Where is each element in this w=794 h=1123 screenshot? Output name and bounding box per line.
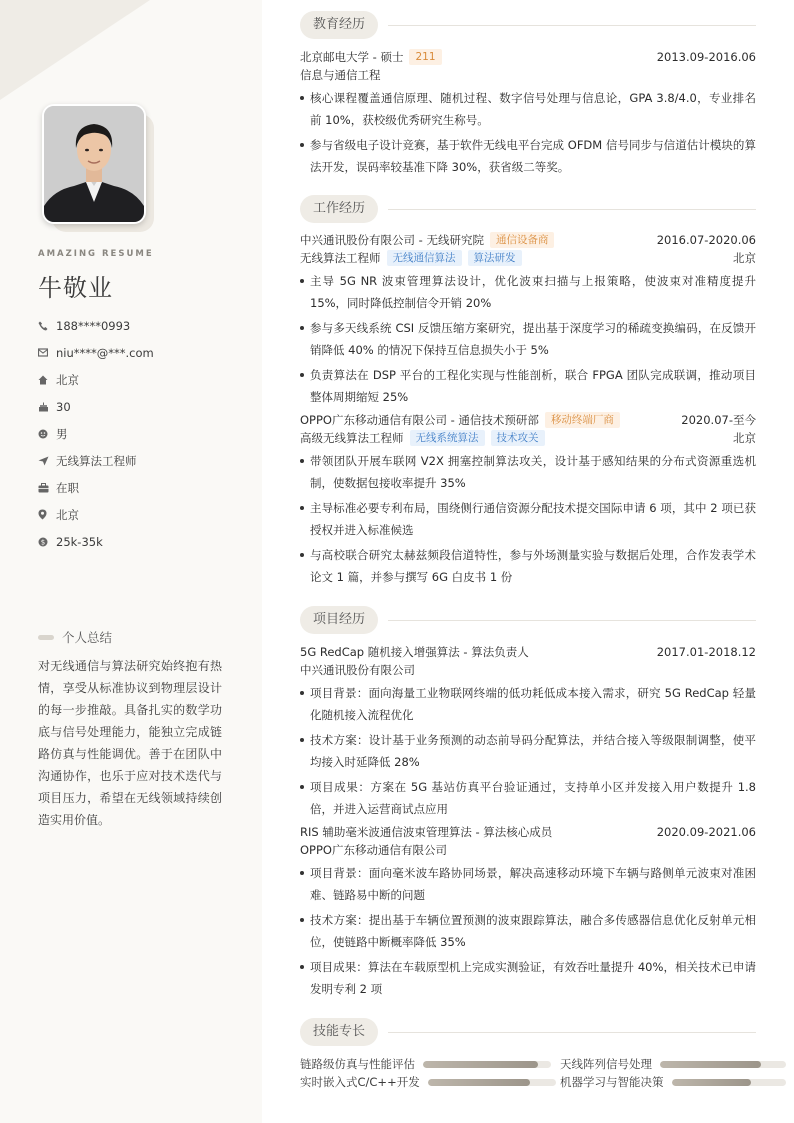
salary-icon [38, 537, 56, 547]
education-entry [300, 48, 756, 180]
work-entry [300, 231, 756, 410]
date-range: 2020.09-2021.06 [656, 825, 756, 839]
cake-icon [38, 402, 56, 412]
summary-text: 对无线通信与算法研究始终抱有热情，享受从标准协议到物理层设计的每一步推敲。具备扎实的数学功底与信号处理能力，能独立完成链路仿真与性能调优。善于在团队中沟通协作，也乐于应对技术迭代与项目压力，希望在无线领域持续创造实用价值。 [38, 659, 222, 827]
info-text: 男 [56, 426, 68, 441]
project-title: 5G RedCap 随机接入增强算法 - 算法负责人 [300, 645, 529, 659]
list-item: 参与多天线系统 CSI 反馈压缩方案研究，提出基于深度学习的稀疏变换编码，在反馈开销降低 40% 的情况下保持互信息损失小于 5% [300, 317, 756, 361]
skill-bar-fill [660, 1061, 761, 1068]
list-item: 带领团队开展车联网 V2X 拥塞控制算法攻关，设计基于感知结果的分布式资源重选机制，使数据包接收率提升 35% [300, 450, 756, 494]
skill-bar-fill [428, 1079, 530, 1086]
list-item: 项目成果：算法在车载原型机上完成实测验证，有效吞吐量提升 40%，相关技术已申请发明专利 2 项 [300, 956, 756, 1000]
skill-bar [428, 1079, 556, 1086]
list-item: 技术方案：设计基于业务预测的动态前导码分配算法，并结合接入等级限制调整，使平均接入时延降低 28% [300, 729, 756, 773]
briefcase-icon [38, 483, 56, 493]
info-text: 北京 [56, 507, 79, 522]
date-range: 2020.07-至今 [681, 413, 756, 427]
skill-item [560, 1074, 786, 1090]
role-tag: 技术攻关 [491, 430, 545, 446]
skill-bar [672, 1079, 786, 1086]
company-tag: 移动终端厂商 [545, 412, 620, 428]
phone-icon [38, 321, 56, 331]
candidate-name: 牛敬业 [38, 274, 113, 302]
mail-icon [38, 348, 56, 357]
section-title: 工作经历 [300, 195, 378, 223]
list-item: 与高校联合研究太赫兹频段信道特性，参与外场测量实验与数据后处理，合作发表学术论文 1 篇，并参与撰写 6G 白皮书 1 份 [300, 544, 756, 588]
home-icon [38, 375, 56, 385]
avatar [42, 104, 154, 232]
role-tag: 无线系统算法 [410, 430, 485, 446]
section-projects [300, 606, 756, 634]
school-name: 北京邮电大学 - 硕士 [300, 50, 404, 64]
list-item: 核心课程覆盖通信原理、随机过程、数字信号处理与信息论，GPA 3.8/4.0，专业排名前 10%，获校级优秀研究生称号。 [300, 87, 756, 131]
job-city: 北京 [733, 431, 756, 445]
job-city: 北京 [733, 251, 756, 265]
role-tag: 算法研发 [468, 250, 522, 266]
skill-bar [660, 1061, 786, 1068]
list-item: 主导 5G NR 波束管理算法设计，优化波束扫描与上报策略，使波束对准精度提升 15%，同时降低控制信令开销 20% [300, 270, 756, 314]
skill-name: 实时嵌入式C/C++开发 [300, 1075, 420, 1089]
location-icon [38, 509, 56, 520]
info-text: 在职 [56, 480, 79, 495]
company-tag: 通信设备商 [490, 232, 555, 248]
section-title: 教育经历 [300, 11, 378, 39]
info-text: 无线算法工程师 [56, 453, 137, 468]
skill-item [300, 1074, 556, 1090]
list-item: 项目背景：面向海量工业物联网终端的低功耗低成本接入需求，研究 5G RedCap 轻量化随机接入流程优化 [300, 682, 756, 726]
project-entry [300, 823, 756, 1002]
skill-name: 机器学习与智能决策 [560, 1075, 664, 1089]
info-position [38, 447, 248, 474]
job-title: 无线算法工程师 [300, 251, 381, 265]
skill-item [560, 1056, 786, 1072]
svg-text:$: $ [40, 538, 46, 547]
info-location [38, 501, 248, 528]
skill-item [300, 1056, 551, 1072]
work-entry [300, 411, 756, 590]
list-item: 技术方案：提出基于车辆位置预测的波束跟踪算法，融合多传感器信息优化反射单元相位，使链路中断概率降低 35% [300, 909, 756, 953]
info-email [38, 339, 248, 366]
skill-bar-fill [672, 1079, 752, 1086]
list-item: 参与省级电子设计竞赛，基于软件无线电平台完成 OFDM 信号同步与信道估计模块的算法开发，误码率较基准下降 30%，获省级二等奖。 [300, 134, 756, 178]
contact-info-list [38, 312, 248, 555]
project-entry [300, 643, 756, 822]
gender-icon [38, 429, 56, 439]
section-work [300, 195, 756, 223]
section-education [300, 11, 756, 39]
list-item: 负责算法在 DSP 平台的工程化实现与性能剖析，联合 FPGA 团队完成联调，推动项目整体周期缩短 25% [300, 364, 756, 408]
major: 信息与通信工程 [300, 68, 381, 82]
skill-bar [423, 1061, 551, 1068]
company-name: OPPO广东移动通信有限公司 - 通信技术预研部 [300, 413, 539, 427]
summary-marker [38, 635, 54, 640]
date-range: 2016.07-2020.06 [656, 233, 756, 247]
skill-name: 链路级仿真与性能评估 [300, 1057, 415, 1071]
brand-label: AMAZING RESUME [38, 249, 154, 259]
decorative-corner [0, 0, 150, 100]
company-name: 中兴通讯股份有限公司 - 无线研究院 [300, 233, 484, 247]
list-item: 项目背景：面向毫米波车路协同场景，解决高速移动环境下车辆与路侧单元波束对准困难、链路易中断的问题 [300, 862, 756, 906]
date-range: 2017.01-2018.12 [656, 645, 756, 659]
send-icon [38, 456, 56, 466]
school-tag: 211 [409, 49, 441, 65]
project-title: RIS 辅助毫米波通信波束管理算法 - 算法核心成员 [300, 825, 553, 839]
section-title: 技能专长 [300, 1018, 378, 1046]
section-skills [300, 1018, 756, 1046]
info-city [38, 366, 248, 393]
info-status [38, 474, 248, 501]
project-org: 中兴通讯股份有限公司 [300, 663, 415, 677]
info-salary [38, 528, 248, 555]
info-text[interactable]: 188****0993 [56, 318, 131, 333]
skill-name: 天线阵列信号处理 [560, 1057, 652, 1071]
info-text: 25k-35k [56, 534, 103, 549]
date-range: 2013.09-2016.06 [656, 50, 756, 64]
summary-heading: 个人总结 [38, 628, 112, 646]
job-title: 高级无线算法工程师 [300, 431, 404, 445]
info-text: 30 [56, 399, 71, 414]
list-item: 主导标准必要专利布局，围绕侧行通信资源分配技术提交国际申请 6 项，其中 2 项已获授权并进入标准候选 [300, 497, 756, 541]
info-phone [38, 312, 248, 339]
project-org: OPPO广东移动通信有限公司 [300, 843, 447, 857]
profile-photo [42, 104, 146, 224]
role-tag: 无线通信算法 [387, 250, 462, 266]
section-title: 项目经历 [300, 606, 378, 634]
skill-bar-fill [423, 1061, 538, 1068]
portrait-icon [44, 106, 144, 222]
info-text: 北京 [56, 372, 79, 387]
info-age [38, 393, 248, 420]
info-gender [38, 420, 248, 447]
list-item: 项目成果：方案在 5G 基站仿真平台验证通过，支持单小区并发接入用户数提升 1.8 倍，并进入运营商试点应用 [300, 776, 756, 820]
sidebar [0, 0, 262, 1123]
info-text[interactable]: niu****@***.com [56, 345, 154, 360]
